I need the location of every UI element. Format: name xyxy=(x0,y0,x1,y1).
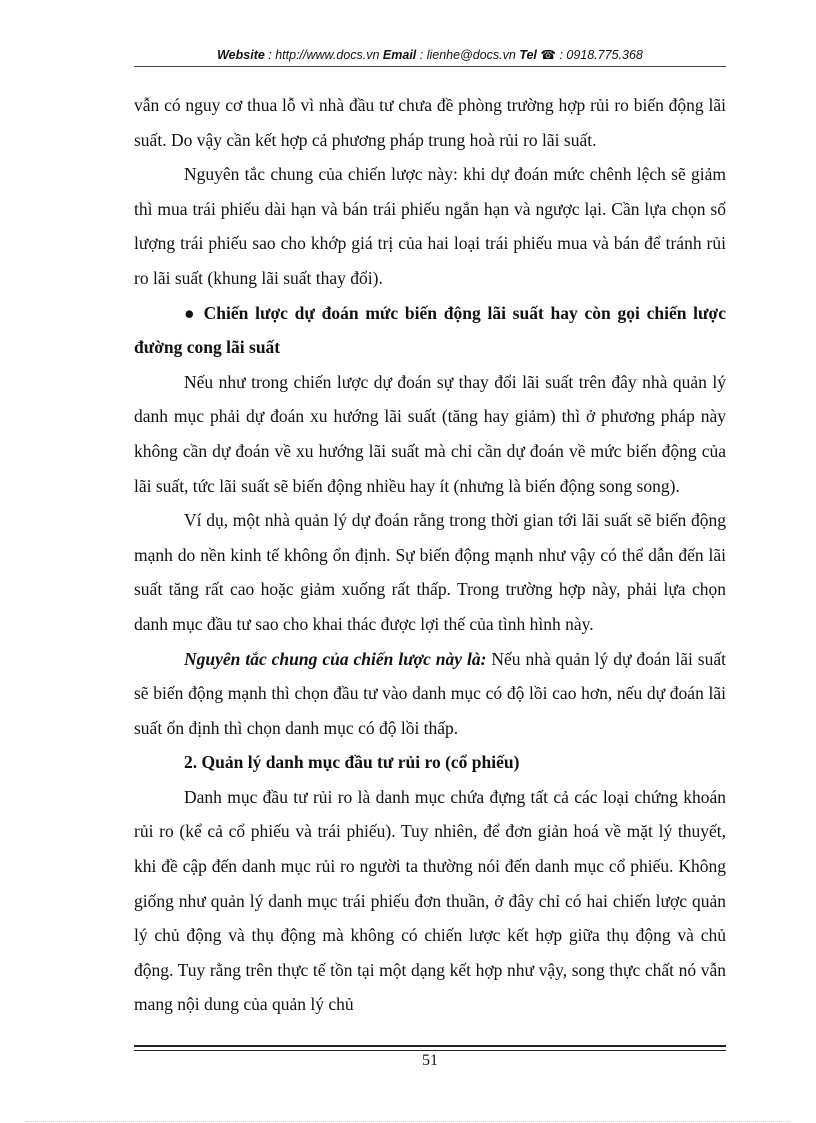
tel-number: : 0918.775.368 xyxy=(555,48,643,62)
paragraph: Nguyên tắc chung của chiến lược này: khi dự đoán mức chênh lệch sẽ giảm thì mua trái phiếu dài hạn và bán trái phiếu ngắn hạn và ngược lại. Cần lựa chọn số lượng trái phiếu sao cho khớp giá trị của hai loại trái phiếu mua và bán để tránh rủi ro lãi suất (khung lãi suất thay đổi). xyxy=(134,164,726,288)
email-address: : lienhe@docs.vn xyxy=(416,48,520,62)
footer-rule xyxy=(134,1045,726,1047)
paragraph-principle xyxy=(134,642,726,746)
paragraph: Nếu như trong chiến lược dự đoán sự thay đổi lãi suất trên đây nhà quản lý danh mục phải dự đoán xu hướng lãi suất (tăng hay giảm) thì ở phương pháp này không cần dự đoán về xu hướng lãi suất mà chỉ cần dự đoán về mức biến động của lãi suất, tức lãi suất sẽ biến động nhiều hay ít (nhưng là biến động song song). xyxy=(134,371,726,496)
footer-rule-thin xyxy=(134,1050,726,1051)
tel-label: Tel xyxy=(519,48,537,62)
page-number: 51 xyxy=(422,1052,438,1069)
header-rule xyxy=(134,66,726,67)
section-heading-bullet: ● Chiến lược dự đoán mức biến động lãi suất hay còn gọi chiến lược đường cong lãi suất xyxy=(134,302,726,358)
document-body xyxy=(134,88,726,1022)
phone-icon: ☎ xyxy=(540,48,556,62)
paragraph-continuation: vẫn có nguy cơ thua lỗ vì nhà đầu tư chưa đề phòng trường hợp rủi ro biến động lãi suất. Do vậy cần kết hợp cả phương pháp trung hoà rủi ro lãi suất. xyxy=(134,95,726,150)
section-heading: 2. Quản lý danh mục đầu tư rủi ro (cổ phiếu) xyxy=(184,752,520,773)
website-url: : http://www.docs.vn xyxy=(264,48,383,62)
paragraph: Ví dụ, một nhà quản lý dự đoán rằng trong thời gian tới lãi suất sẽ biến động mạnh do nền kinh tế không ổn định. Sự biến động mạnh như vậy có thể dẫn đến lãi suất tăng rất cao hoặc giảm xuống rất thấp. Trong trường hợp này, phải lựa chọn danh mục đầu tư sao cho khai thác được lợi thế của tình hình này. xyxy=(134,510,726,634)
email-label: Email xyxy=(382,48,417,62)
page-header xyxy=(134,47,726,62)
page-edge-divider xyxy=(26,1121,790,1122)
principle-text: Nếu nhà quản lý dự đoán lãi suất sẽ biến động mạnh thì chọn đầu tư vào danh mục có độ lồi cao hơn, nếu dự đoán lãi suất ổn định thì chọn danh mục có độ lồi thấp. xyxy=(134,648,726,738)
website-label: Website xyxy=(217,48,265,62)
principle-lead: Nguyên tắc chung của chiến lược này là: xyxy=(184,648,487,669)
paragraph: Danh mục đầu tư rủi ro là danh mục chứa đựng tất cả các loại chứng khoán rủi ro (kể cả cổ phiếu và trái phiếu). Tuy nhiên, để đơn giản hoá về mặt lý thuyết, khi đề cập đến danh mục rủi ro người ta thường nói đến danh mục cổ phiếu. Không giống như quản lý danh mục trái phiếu đơn thuần, ở đây chỉ có hai chiến lược quản lý chủ động và thụ động mà không có chiến lược kết hợp giữa thụ động và chủ động. Tuy rằng trên thực tế tồn tại một dạng kết hợp như vậy, song thực chất nó vẫn mang nội dung của quản lý chủ xyxy=(134,786,726,1015)
